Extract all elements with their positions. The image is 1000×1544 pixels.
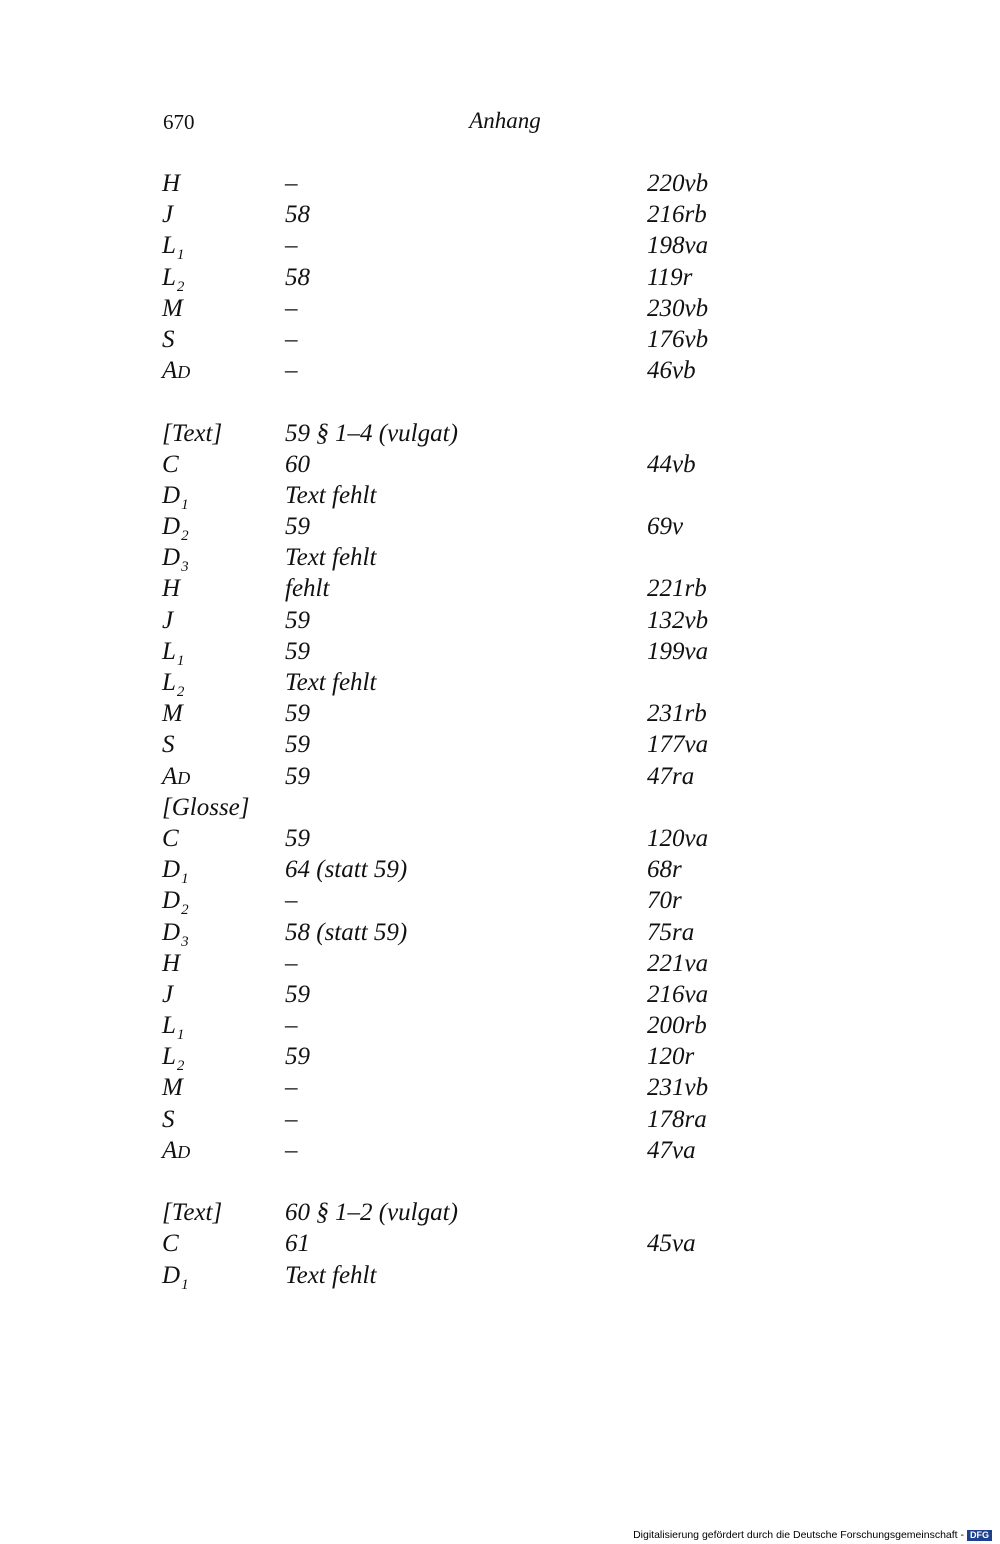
siglum-letter: [Glosse]: [162, 793, 250, 821]
table-row: [160, 792, 760, 823]
siglum-cell: [162, 418, 222, 449]
folio-cell: 44vb: [647, 450, 696, 478]
siglum-cell: [162, 854, 189, 889]
dfg-logo: DFG: [967, 1530, 992, 1541]
siglum-letter: H: [162, 575, 181, 603]
table-row: [160, 1197, 760, 1228]
siglum-letter: A: [162, 357, 178, 385]
siglum-subscript: 3: [181, 933, 189, 950]
folio-cell: 230vb: [647, 294, 709, 322]
siglum-subscript: 2: [181, 902, 189, 919]
folio-cell: 231vb: [647, 1074, 709, 1102]
folio-cell: 75ra: [647, 918, 695, 946]
siglum-cell: [162, 293, 183, 324]
chapter-cell: –: [285, 949, 298, 977]
table-row: [160, 480, 760, 511]
chapter-cell: 64 (statt 59): [285, 856, 408, 884]
folio-cell: 178ra: [647, 1105, 707, 1133]
siglum-cell: [162, 449, 179, 480]
chapter-cell: 59: [285, 513, 310, 541]
folio-cell: 176vb: [647, 325, 709, 353]
siglum-letter: M: [162, 700, 183, 728]
chapter-cell: Text fehlt: [285, 481, 377, 509]
siglum-cell: [162, 1072, 183, 1103]
folio-cell: 177va: [647, 731, 709, 759]
siglum-cell: [162, 168, 180, 199]
siglum-letter: A: [162, 1136, 178, 1164]
siglum-cell: [162, 917, 189, 952]
siglum-letter: H: [162, 170, 181, 197]
table-row: [160, 761, 760, 792]
siglum-cell: [162, 230, 184, 265]
chapter-cell: –: [285, 357, 298, 385]
table-row: [160, 573, 760, 604]
table-row: [160, 324, 760, 355]
table-row: [160, 605, 760, 636]
table-row: [160, 667, 760, 698]
chapter-cell: –: [285, 170, 298, 197]
siglum-cell: [162, 1135, 190, 1168]
siglum-letter: C: [162, 1230, 179, 1258]
table-row: [160, 636, 760, 667]
table-row: [160, 511, 760, 545]
siglum-smallcaps: D: [177, 767, 191, 788]
table-row: [160, 1041, 760, 1075]
table-row: [160, 355, 760, 386]
table-row: [160, 449, 760, 480]
siglum-cell: [162, 1197, 222, 1228]
siglum-letter: L: [162, 1012, 176, 1040]
chapter-cell: –: [285, 1012, 298, 1040]
siglum-letter: D: [162, 481, 181, 509]
siglum-letter: L: [162, 263, 176, 291]
folio-cell: 69v: [647, 513, 684, 541]
table-row: [160, 1010, 760, 1044]
folio-cell: 221va: [647, 949, 709, 977]
folio-cell: 70r: [647, 887, 682, 915]
table-row: [160, 168, 760, 199]
siglum-letter: D: [162, 887, 181, 915]
siglum-cell: [162, 324, 175, 355]
siglum-letter: D: [162, 856, 181, 884]
siglum-cell: [162, 355, 190, 388]
siglum-letter: D: [162, 1261, 181, 1289]
chapter-cell: 59: [285, 824, 310, 852]
siglum-letter: L: [162, 1043, 176, 1071]
table-row: [160, 418, 760, 449]
table-row: [160, 1135, 760, 1166]
siglum-cell: [162, 1260, 189, 1295]
siglum-subscript: 1: [181, 871, 189, 888]
chapter-cell: 58: [285, 263, 310, 291]
chapter-cell: Text fehlt: [285, 669, 377, 696]
section-gap: [160, 1166, 760, 1197]
folio-cell: 220vb: [647, 170, 709, 197]
folio-cell: 68r: [647, 856, 682, 884]
chapter-cell: –: [285, 1136, 298, 1164]
chapter-cell: fehlt: [285, 575, 330, 603]
siglum-cell: [162, 761, 190, 794]
siglum-letter: J: [162, 980, 174, 1008]
siglum-subscript: 2: [176, 1058, 185, 1075]
siglum-letter: A: [162, 762, 178, 790]
siglum-subscript: 2: [176, 278, 185, 295]
table-row: [160, 917, 760, 948]
table-row: [160, 1260, 760, 1291]
siglum-letter: D: [162, 513, 181, 541]
folio-cell: 119r: [647, 263, 693, 291]
table-row: [160, 823, 760, 854]
table-row: [160, 199, 760, 230]
siglum-letter: S: [162, 731, 175, 759]
chapter-cell: Text fehlt: [285, 544, 377, 572]
chapter-cell: 59: [285, 731, 310, 759]
siglum-cell: [162, 1104, 175, 1135]
siglum-cell: [162, 698, 183, 729]
folio-cell: 231rb: [647, 700, 707, 728]
table-row: [160, 1228, 760, 1259]
funding-footer: [633, 1529, 992, 1542]
siglum-letter: L: [162, 232, 176, 260]
siglum-cell: [162, 480, 189, 515]
chapter-cell: –: [285, 325, 298, 353]
siglum-cell: [162, 823, 179, 854]
chapter-cell: Text fehlt: [285, 1261, 377, 1289]
siglum-subscript: 1: [181, 496, 189, 513]
table-row: [160, 293, 760, 324]
chapter-cell: –: [285, 1074, 298, 1102]
siglum-cell: [162, 885, 189, 920]
siglum-subscript: 1: [181, 1276, 189, 1293]
siglum-subscript: 1: [176, 1027, 185, 1044]
chapter-cell: 59: [285, 700, 310, 728]
siglum-letter: L: [162, 669, 176, 696]
table-row: [160, 542, 760, 576]
table-row: [160, 262, 760, 293]
table-row: [160, 1072, 760, 1103]
siglum-letter: J: [162, 201, 174, 229]
siglum-letter: H: [162, 949, 181, 977]
siglum-subscript: 3: [181, 559, 189, 576]
siglum-cell: [162, 667, 184, 702]
siglum-cell: [162, 948, 180, 979]
siglum-letter: D: [162, 544, 181, 572]
chapter-cell: 59 § 1–4 (vulgat): [285, 419, 458, 447]
table-row: [160, 729, 760, 760]
folio-cell: 47ra: [647, 762, 695, 790]
chapter-cell: 60: [285, 450, 310, 478]
table-row: [160, 1104, 760, 1135]
chapter-cell: –: [285, 294, 298, 322]
table-row: [160, 948, 760, 979]
manuscript-table: [160, 168, 760, 1291]
siglum-letter: C: [162, 450, 179, 478]
chapter-cell: 59: [285, 1043, 310, 1071]
chapter-cell: 59: [285, 606, 310, 634]
section-gap: [160, 386, 760, 417]
chapter-cell: 60 § 1–2 (vulgat): [285, 1199, 458, 1227]
siglum-subscript: 2: [176, 684, 185, 700]
siglum-subscript: 1: [176, 247, 185, 264]
siglum-cell: [162, 262, 184, 297]
page-number: 670: [163, 110, 195, 134]
table-row: [160, 230, 760, 264]
siglum-smallcaps: D: [177, 362, 191, 383]
siglum-letter: C: [162, 824, 179, 852]
folio-cell: 221rb: [647, 575, 707, 603]
chapter-cell: –: [285, 232, 298, 260]
folio-cell: 132vb: [647, 606, 709, 634]
siglum-cell: [162, 1228, 179, 1259]
siglum-letter: L: [162, 637, 176, 665]
chapter-cell: –: [285, 1105, 298, 1133]
siglum-cell: [162, 542, 189, 577]
folio-cell: 198va: [647, 232, 709, 260]
folio-cell: 46vb: [647, 357, 696, 385]
chapter-cell: 58 (statt 59): [285, 918, 408, 946]
siglum-letter: S: [162, 325, 175, 353]
siglum-letter: M: [162, 294, 183, 322]
funding-note: Digitalisierung gefördert durch die Deutsche Forschungsgemeinschaft -: [633, 1529, 964, 1541]
folio-cell: 45va: [647, 1230, 696, 1258]
siglum-letter: S: [162, 1105, 175, 1133]
folio-cell: 120r: [647, 1043, 695, 1071]
siglum-letter: M: [162, 1074, 183, 1102]
siglum-cell: [162, 605, 173, 636]
chapter-cell: 59: [285, 637, 310, 665]
siglum-cell: [162, 511, 189, 546]
siglum-cell: [162, 979, 173, 1010]
table-row: [160, 979, 760, 1010]
folio-cell: 216va: [647, 980, 709, 1008]
siglum-subscript: 2: [181, 528, 189, 545]
folio-cell: 216rb: [647, 201, 707, 229]
siglum-cell: [162, 792, 250, 823]
chapter-cell: 58: [285, 201, 310, 229]
siglum-cell: [162, 729, 175, 760]
siglum-cell: [162, 199, 173, 230]
folio-cell: 47va: [647, 1136, 696, 1164]
running-head: Anhang: [469, 108, 541, 133]
table-row: [160, 885, 760, 919]
chapter-cell: 59: [285, 980, 310, 1008]
table-row: [160, 698, 760, 729]
siglum-cell: [162, 1041, 184, 1076]
siglum-letter: J: [162, 606, 174, 634]
chapter-cell: 59: [285, 762, 310, 790]
siglum-letter: D: [162, 918, 181, 946]
siglum-cell: [162, 573, 180, 604]
siglum-subscript: 1: [176, 652, 185, 669]
siglum-letter: [Text]: [162, 1199, 223, 1227]
table-row: [160, 854, 760, 888]
siglum-cell: [162, 1010, 184, 1045]
siglum-letter: [Text]: [162, 419, 223, 447]
chapter-cell: –: [285, 887, 298, 915]
siglum-smallcaps: D: [177, 1141, 191, 1162]
folio-cell: 199va: [647, 637, 709, 665]
siglum-cell: [162, 636, 184, 671]
chapter-cell: 61: [285, 1230, 310, 1258]
folio-cell: 200rb: [647, 1012, 707, 1040]
folio-cell: 120va: [647, 824, 709, 852]
